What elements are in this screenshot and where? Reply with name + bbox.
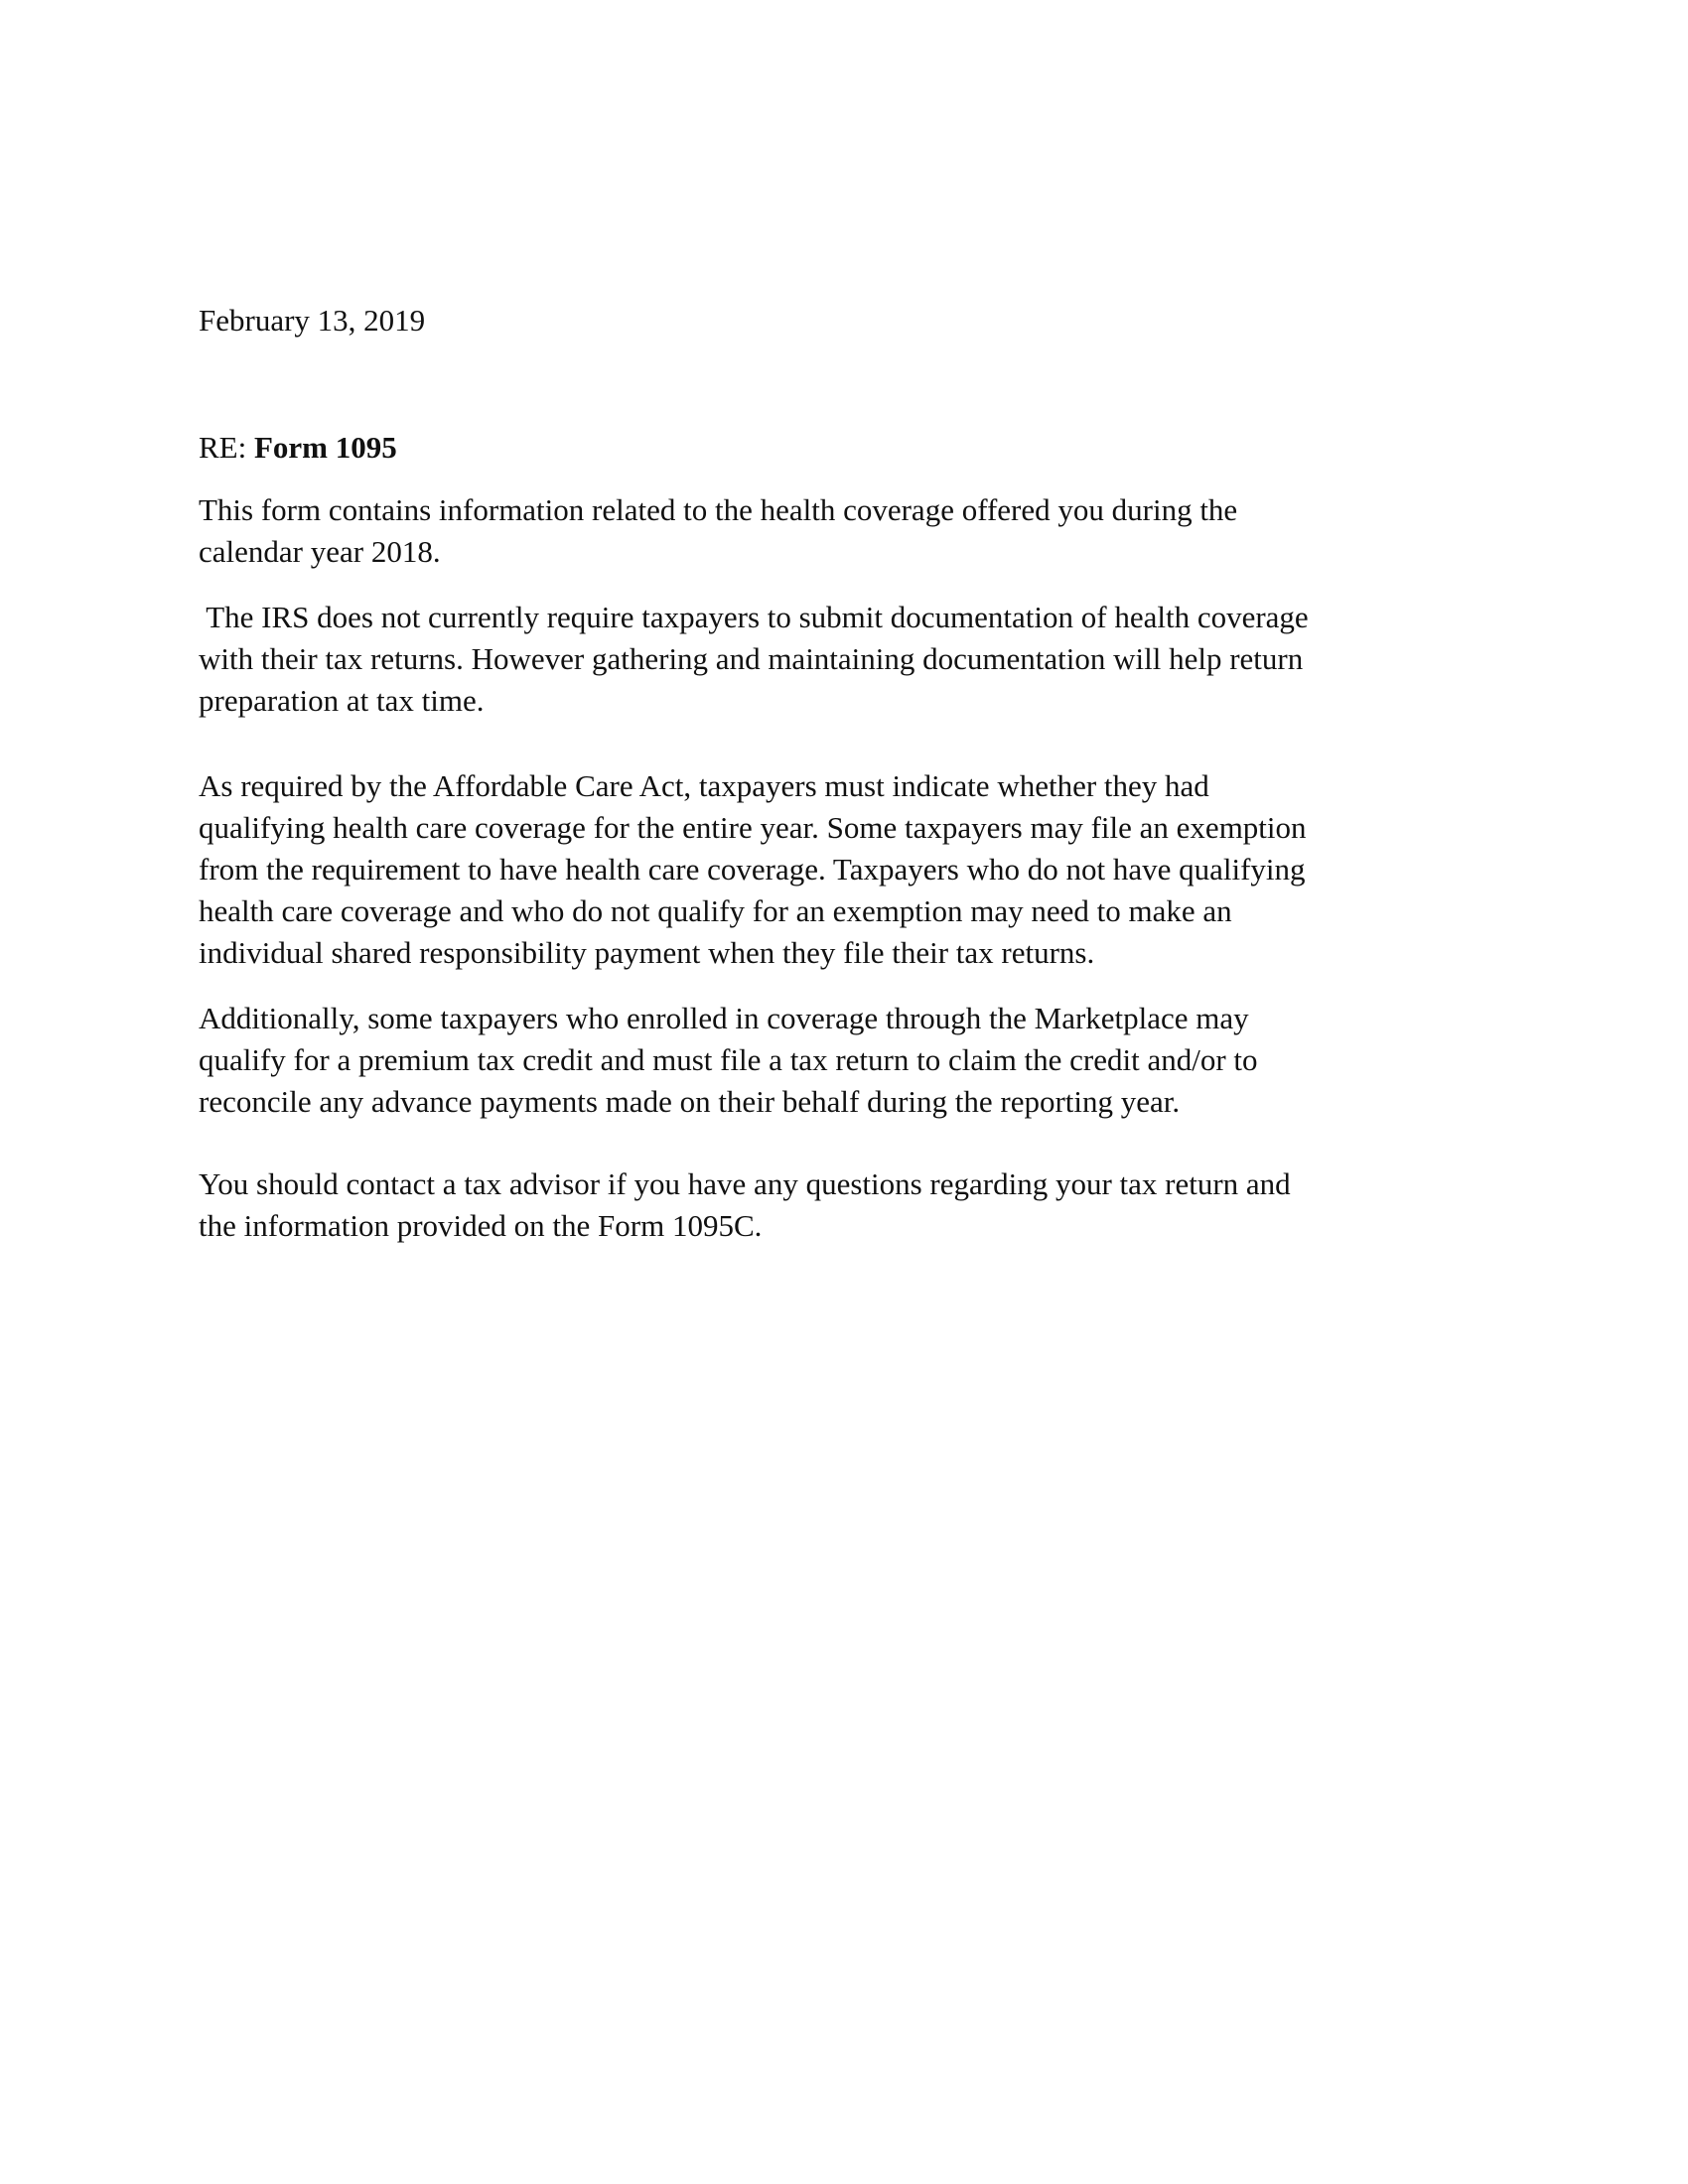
paragraph-line: preparation at tax time. [199,683,485,718]
paragraph-affordable-care-act [199,765,1489,974]
subject-prefix: RE: [199,430,254,465]
paragraph-line: You should contact a tax advisor if you have any questions regarding your tax return and [199,1166,1291,1201]
paragraph-irs-documentation [199,597,1489,722]
subject-line [199,427,397,469]
paragraph-line: health care coverage and who do not qualify for an exemption may need to make an [199,893,1232,928]
paragraph-line: Additionally, some taxpayers who enrolled in coverage through the Marketplace may [199,1001,1249,1035]
paragraph-line: individual shared responsibility payment when they file their tax returns. [199,935,1095,970]
paragraph-line: from the requirement to have health care coverage. Taxpayers who do not have qualifying [199,852,1306,887]
subject-title: Form 1095 [253,430,397,465]
paragraph-marketplace-credit [199,998,1489,1123]
paragraph-line: calendar year 2018. [199,534,441,569]
paragraph-line: This form contains information related to the health coverage offered you during the [199,492,1238,527]
paragraph-line: reconcile any advance payments made on their behalf during the reporting year. [199,1084,1181,1119]
paragraph-line: As required by the Affordable Care Act, taxpayers must indicate whether they had [199,768,1209,803]
paragraph-line: qualifying health care coverage for the entire year. Some taxpayers may file an exemption [199,810,1307,845]
paragraph-line: the information provided on the Form 1095C. [199,1208,763,1243]
paragraph-coverage-info [199,489,1489,573]
paragraph-line: The IRS does not currently require taxpayers to submit documentation of health coverage [199,600,1309,634]
paragraph-line: qualify for a premium tax credit and must file a tax return to claim the credit and/or to [199,1042,1258,1077]
paragraph-line: with their tax returns. However gathering and maintaining documentation will help return [199,641,1304,676]
paragraph-contact-advisor [199,1163,1489,1247]
letter-date: February 13, 2019 [199,303,426,338]
